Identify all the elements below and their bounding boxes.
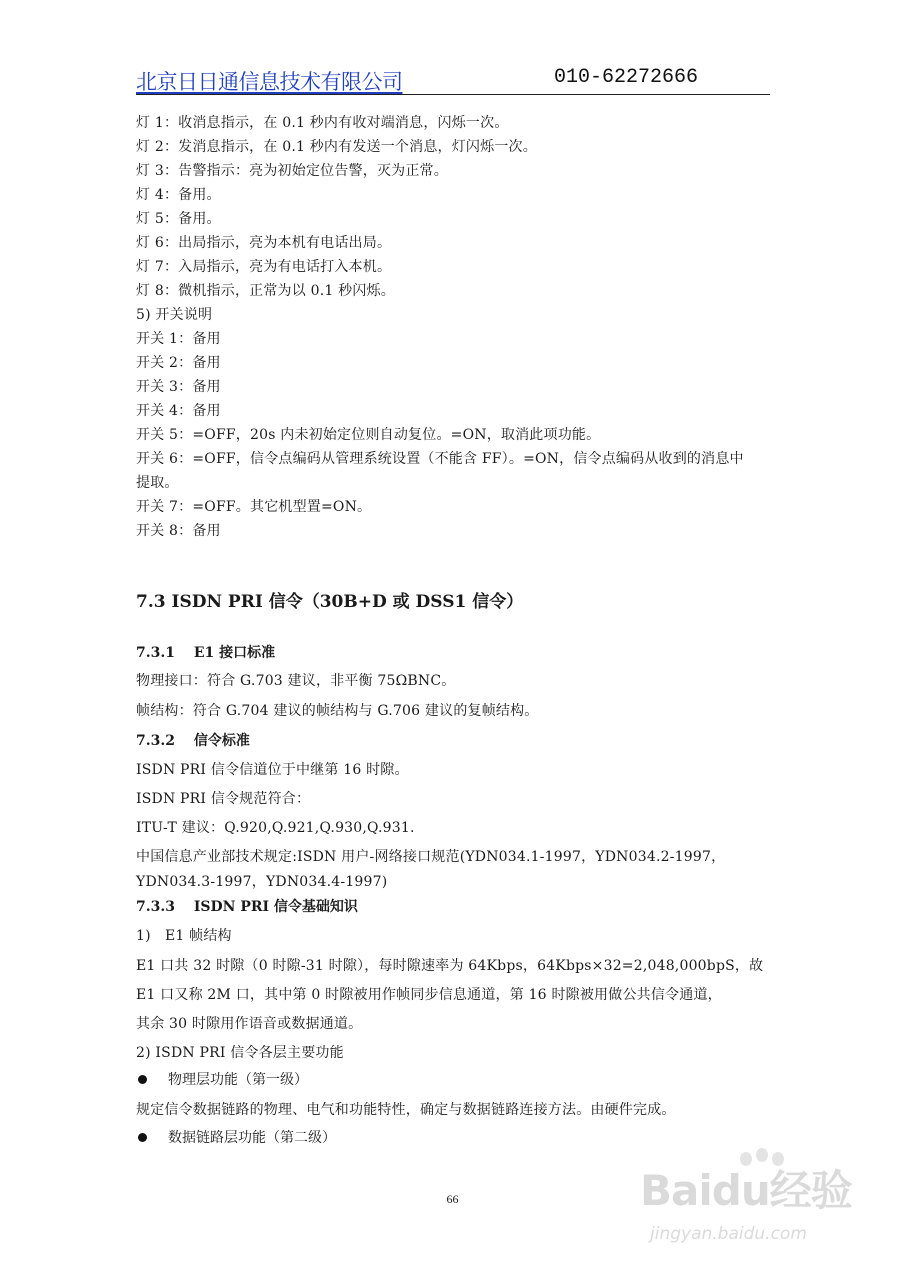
bullet-physical-layer: 物理层功能（第一级） bbox=[168, 1072, 308, 1088]
company-name: 北京日日通信息技术有限公司 bbox=[136, 70, 403, 94]
light-6-line: 灯 6：出局指示，亮为本机有电话出局。 bbox=[136, 235, 392, 251]
s733-line-4: 其余 30 时隙用作语音或数据通道。 bbox=[136, 1016, 363, 1032]
light-7-line: 灯 7：入局指示，亮为有电话打入本机。 bbox=[136, 259, 392, 275]
light-8-line: 灯 8：微机指示，正常为以 0.1 秒闪烁。 bbox=[136, 283, 395, 299]
s732-line-3: ITU-T 建议：Q.920,Q.921,Q.930,Q.931. bbox=[136, 820, 415, 836]
s732-line-4: 中国信息产业部技术规定:ISDN 用户-网络接口规范(YDN034.1-1997，YDN034.2-1997， bbox=[136, 849, 726, 865]
s733-line-3: E1 口又称 2M 口，其中第 0 时隙被用作帧同步信息通道，第 16 时隙被用做公共信令通道， bbox=[136, 987, 722, 1003]
bullet-dot-icon bbox=[138, 1133, 147, 1142]
page-number: 66 bbox=[446, 1192, 459, 1206]
switch-7-line: 开关 7：=OFF。其它机型置=ON。 bbox=[136, 499, 372, 515]
switch-3-line: 开关 3：备用 bbox=[136, 379, 221, 395]
s732-heading: 7.3.2 信令标准 bbox=[136, 733, 250, 749]
light-4-line: 灯 4：备用。 bbox=[136, 187, 221, 203]
section-title: 7.3 ISDN PRI 信令（30B+D 或 DSS1 信令） bbox=[136, 592, 524, 612]
s733-line-2: E1 口共 32 时隙（0 时隙-31 时隙），每时隙速率为 64Kbps，64Kbps×32=2,048,000bpS，故 bbox=[136, 958, 764, 974]
company-phone: 010-62272666 bbox=[554, 66, 699, 89]
s731-line-2: 帧结构：符合 G.704 建议的帧结构与 G.706 建议的复帧结构。 bbox=[136, 703, 539, 719]
s731-heading: 7.3.1 E1 接口标准 bbox=[136, 645, 276, 661]
switch-6-continuation: 提取。 bbox=[136, 475, 179, 491]
light-1-line: 灯 1：收消息指示，在 0.1 秒内有收对端消息，闪烁一次。 bbox=[136, 115, 509, 131]
watermark-url: jingyan.baidu.com bbox=[650, 1224, 807, 1244]
switch-heading: 5) 开关说明 bbox=[136, 307, 213, 323]
bullet-dot-icon bbox=[138, 1075, 147, 1084]
s733-heading: 7.3.3 ISDN PRI 信令基础知识 bbox=[136, 899, 358, 915]
bullet-datalink-layer: 数据链路层功能（第二级） bbox=[168, 1130, 336, 1146]
s732-line-5: YDN034.3-1997，YDN034.4-1997) bbox=[136, 874, 388, 890]
watermark-logo: Baidu经验 bbox=[640, 1166, 852, 1215]
light-5-line: 灯 5：备用。 bbox=[136, 211, 221, 227]
switch-8-line: 开关 8：备用 bbox=[136, 523, 221, 539]
switch-4-line: 开关 4：备用 bbox=[136, 403, 221, 419]
s733-line-5: 2) ISDN PRI 信令各层主要功能 bbox=[136, 1045, 344, 1061]
page-header bbox=[136, 66, 770, 95]
s732-line-2: ISDN PRI 信令规范符合： bbox=[136, 791, 311, 807]
s732-line-1: ISDN PRI 信令信道位于中继第 16 时隙。 bbox=[136, 762, 409, 778]
light-2-line: 灯 2：发消息指示，在 0.1 秒内有发送一个消息，灯闪烁一次。 bbox=[136, 139, 537, 155]
light-3-line: 灯 3：告警指示：亮为初始定位告警，灭为正常。 bbox=[136, 163, 448, 179]
switch-1-line: 开关 1：备用 bbox=[136, 331, 221, 347]
physical-layer-description: 规定信令数据链路的物理、电气和功能特性，确定与数据链路连接方法。由硬件完成。 bbox=[136, 1102, 676, 1118]
switch-2-line: 开关 2：备用 bbox=[136, 355, 221, 371]
s731-line-1: 物理接口：符合 G.703 建议，非平衡 75ΩBNC。 bbox=[136, 673, 456, 689]
s733-line-1: 1) E1 帧结构 bbox=[136, 928, 232, 944]
baidu-watermark bbox=[640, 1158, 860, 1268]
switch-5-line: 开关 5：=OFF，20s 内未初始定位则自动复位。=ON，取消此项功能。 bbox=[136, 427, 601, 443]
switch-6-line: 开关 6：=OFF，信令点编码从管理系统设置（不能含 FF）。=ON，信令点编码从收到的消息中 bbox=[136, 451, 744, 467]
